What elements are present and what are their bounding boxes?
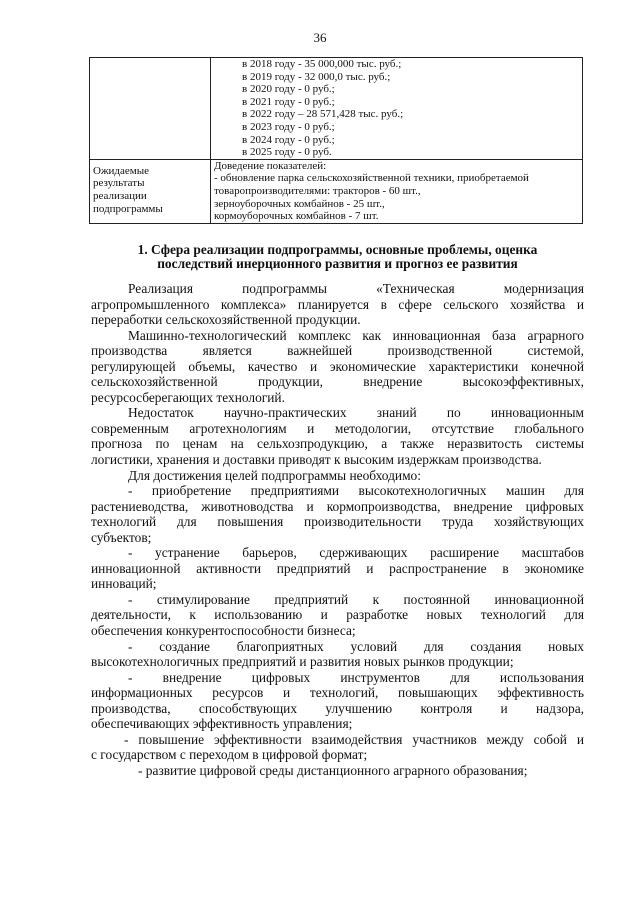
bullet-6 <box>91 732 584 763</box>
paragraph-line: сельскохозяйственной продукции, внедрение высокоэффективных, <box>91 374 584 390</box>
expected-results-label-cell <box>90 159 211 223</box>
page-number: 36 <box>313 30 327 45</box>
paragraph-line: - стимулирование предприятий к постоянной инновационной <box>128 591 584 607</box>
paragraph-line: - развитие цифровой среды дистанционного аграрного образования; <box>138 762 528 778</box>
paragraph-line: регулирующей объемы, качество и экономические характеристики конечной <box>91 358 584 374</box>
financing-values-cell <box>211 58 583 160</box>
paragraph-line: высокотехнологичных предприятий и развития новых рынков продукции; <box>91 654 514 670</box>
results-line: кормоуборочных комбайнов - 7 шт. <box>214 210 379 223</box>
paragraph-line: - повышение эффективности взаимодействия участников между собой и <box>124 731 584 747</box>
results-label-line: подпрограммы <box>93 202 163 215</box>
paragraph-3 <box>91 405 584 467</box>
paragraph-line: агропромышленного комплекса» планируется в сфере сельского хозяйства и <box>91 296 584 312</box>
results-label-line: Ожидаемые <box>93 164 150 177</box>
paragraph-line: логистики, хранения и доставки приводят к высоким издержкам производства. <box>91 452 542 468</box>
financing-line-2019: в 2019 году - 32 000,0 тыс. руб.; <box>242 70 391 83</box>
paragraph-line: растениеводства, животноводства и кормопроизводства, внедрение цифровых <box>91 498 584 514</box>
paragraph-1 <box>91 281 584 328</box>
financing-line-2022: в 2022 году – 28 571,428 тыс. руб.; <box>242 108 404 121</box>
financing-line-2023: в 2023 году - 0 руб.; <box>242 120 335 133</box>
paragraph-line: ресурсосберегающих технологий. <box>91 389 285 405</box>
paragraph-line: Недостаток научно-практических знаний по инновационным <box>128 405 584 421</box>
paragraph-line: современным агротехнологиям и методологии, отсутствие глобального <box>91 420 584 436</box>
results-label-line: результаты <box>93 177 145 190</box>
paragraph-line: Реализация подпрограммы «Техническая модернизация <box>128 281 584 296</box>
financing-line-2025: в 2025 году - 0 руб. <box>242 146 332 159</box>
section-body <box>91 281 584 779</box>
section-heading <box>100 243 575 271</box>
results-line: - обновление парка сельскохозяйственной техники, приобретаемой <box>214 172 529 185</box>
paragraph-line: деятельности, к использованию и разработке новых технологий для <box>91 607 584 623</box>
section-heading-line: 1. Сфера реализации подпрограммы, основные проблемы, оценка <box>137 242 538 257</box>
paragraph-line: Для достижения целей подпрограммы необходимо: <box>128 467 421 483</box>
paragraph-line: обеспечивающих эффективность управления; <box>91 716 353 732</box>
subprogram-passport-table <box>89 57 583 224</box>
bullet-3 <box>91 592 584 639</box>
paragraph-line: - приобретение предприятиями высокотехнологичных машин для <box>128 483 584 499</box>
financing-line-2018: в 2018 году - 35 000,000 тыс. руб.; <box>242 58 402 70</box>
results-line: товаропроизводителями: тракторов - 60 шт., <box>214 184 421 197</box>
paragraph-line: инновационной активности предприятий и распространение в экономике <box>91 560 584 576</box>
financing-line-2024: в 2024 году - 0 руб.; <box>242 133 335 146</box>
financing-label-cell <box>90 58 211 160</box>
results-line: зерноуборочных комбайнов - 25 шт., <box>214 197 385 210</box>
paragraph-line: прогноза по ценам на сельхозпродукцию, а также неразвитость системы <box>91 436 584 452</box>
paragraph-4 <box>91 468 584 484</box>
results-label-line: реализации <box>93 189 147 202</box>
paragraph-line: производства является важнейшей производственной системой, <box>91 343 584 359</box>
paragraph-line: - внедрение цифровых инструментов для использования <box>128 669 584 685</box>
paragraph-line: производства, способствующих улучшению контроля и надзора, <box>91 700 584 716</box>
paragraph-line: - создание благоприятных условий для создания новых <box>128 638 584 654</box>
paragraph-line: переработки сельскохозяйственной продукции. <box>91 312 361 328</box>
paragraph-2 <box>91 328 584 406</box>
paragraph-line: с государством с переходом в цифровой формат; <box>91 747 368 763</box>
expected-results-values-cell <box>211 159 583 223</box>
paragraph-line: субъектов; <box>91 529 152 545</box>
paragraph-line: обеспечения конкурентоспособности бизнеса; <box>91 623 356 639</box>
bullet-2 <box>91 545 584 592</box>
paragraph-line: инноваций; <box>91 576 157 592</box>
financing-line-2021: в 2021 году - 0 руб.; <box>242 95 335 108</box>
expected-results-row <box>90 159 583 223</box>
results-line: Доведение показателей: <box>214 159 327 172</box>
bullet-1 <box>91 483 584 545</box>
section-heading-line: последствий инерционного развития и прогноз ее развития <box>157 256 518 271</box>
bullet-5 <box>91 670 584 732</box>
financing-row <box>90 58 583 160</box>
paragraph-line: технологий для повышения производительности труда хозяйствующих <box>91 514 584 530</box>
bullet-4 <box>91 639 584 670</box>
financing-line-2020: в 2020 году - 0 руб.; <box>242 83 335 96</box>
paragraph-line: Машинно-технологический комплекс как инновационная база аграрного <box>128 327 584 343</box>
bullet-7 <box>91 763 584 779</box>
paragraph-line: - устранение барьеров, сдерживающих расширение масштабов <box>128 545 584 561</box>
paragraph-line: информационных ресурсов и технологий, повышающих эффективность <box>91 685 584 701</box>
